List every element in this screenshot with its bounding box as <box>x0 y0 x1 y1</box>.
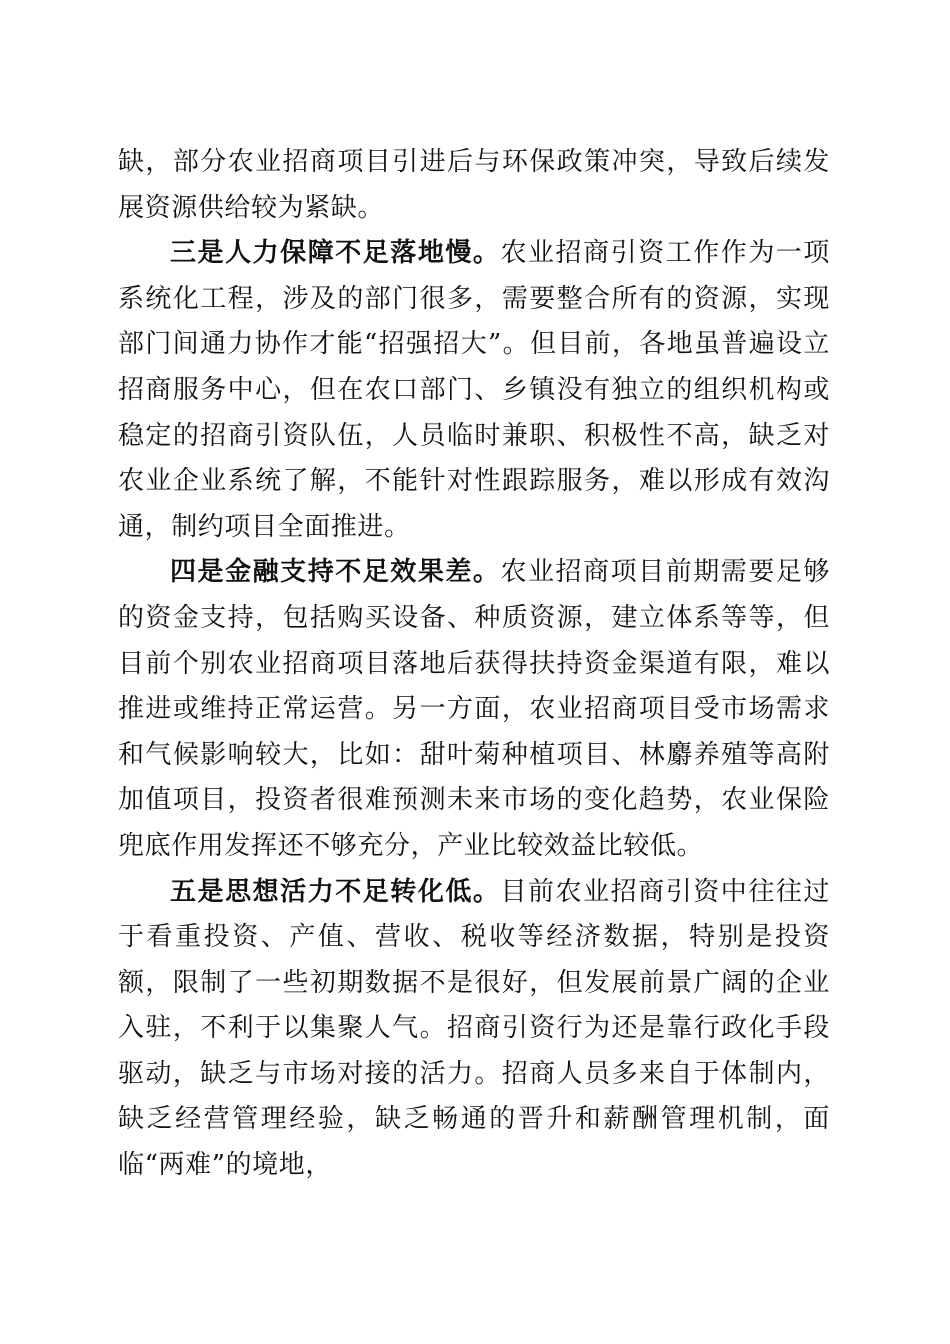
paragraph-text: 农业招商项目前期需要足够的资金支持，包括购买设备、种质资源，建立体系等等，但目前个别农业招商项目落地后获得扶持资金渠道有限，难以推进或维持正常运营。另一方面，农业招商项目受市场需求和气候影响较大，比如：甜叶菊种植项目、林麝养殖等高附加值项目，投资者很难预测未来市场的变化趋势，农业保险兜底作用发挥还不够充分，产业比较效益比较低。 <box>118 557 830 861</box>
paragraph-heading: 五是思想活力不足转化低。 <box>170 876 501 907</box>
paragraph-heading: 三是人力保障不足落地慢。 <box>170 238 501 269</box>
document-body <box>118 140 830 1189</box>
paragraph-mindset-vitality <box>118 870 830 1189</box>
paragraph-text: 农业招商引资工作作为一项系统化工程，涉及的部门很多，需要整合所有的资源，实现部门间通力协作才能“招强招大”。但目前，各地虽普遍设立招商服务中心，但在农口部门、乡镇没有独立的组织机构或稳定的招商引资队伍，人员临时兼职、积极性不高，缺乏对农业企业系统了解，不能针对性跟踪服务，难以形成有效沟通，制约项目全面推进。 <box>118 238 830 542</box>
paragraph-financial-support <box>118 550 830 869</box>
paragraph-heading: 四是金融支持不足效果差。 <box>170 557 501 588</box>
paragraph-continuation <box>118 140 830 231</box>
paragraph-text: 目前农业招商引资中往往过于看重投资、产值、营收、税收等经济数据，特别是投资额，限制了一些初期数据不是很好，但发展前景广阔的企业入驻，不利于以集聚人气。招商引资行为还是靠行政化手段驱动，缺乏与市场对接的活力。招商人员多来自于体制内，缺乏经营管理经验，缺乏畅通的晋升和薪酬管理机制，面临“两难”的境地， <box>118 876 830 1181</box>
paragraph-text: 缺，部分农业招商项目引进后与环保政策冲突，导致后续发展资源供给较为紧缺。 <box>118 147 830 223</box>
paragraph-human-resources <box>118 231 830 550</box>
